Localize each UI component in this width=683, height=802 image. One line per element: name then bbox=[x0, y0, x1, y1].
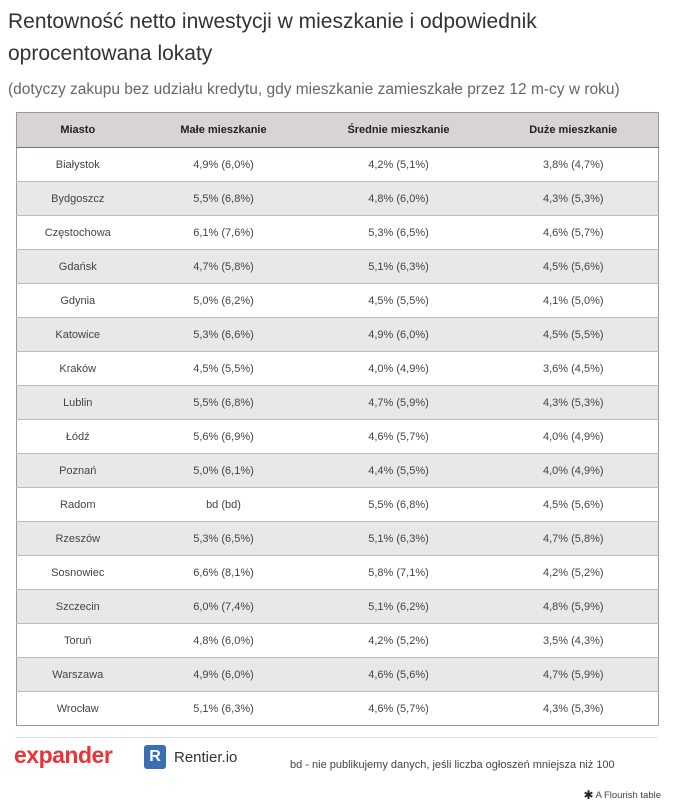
value-cell: 6,0% (7,4%) bbox=[139, 590, 309, 624]
value-cell: bd (bd) bbox=[139, 488, 309, 522]
value-cell: 6,1% (7,6%) bbox=[139, 216, 309, 250]
value-cell: 4,9% (6,0%) bbox=[139, 658, 309, 692]
table-row bbox=[17, 352, 659, 386]
table-row bbox=[17, 658, 659, 692]
footnote: bd - nie publikujemy danych, jeśli liczba ogłoszeń mniejsza niż 100 bbox=[290, 759, 615, 771]
value-cell: 4,7% (5,8%) bbox=[489, 522, 659, 556]
value-cell: 4,8% (5,9%) bbox=[489, 590, 659, 624]
table-row bbox=[17, 556, 659, 590]
city-cell: Wrocław bbox=[56, 702, 99, 715]
value-cell: 4,7% (5,9%) bbox=[309, 386, 489, 420]
city-cell: Lublin bbox=[17, 386, 139, 420]
table-row bbox=[17, 386, 659, 420]
value-cell: 5,3% (6,5%) bbox=[309, 216, 489, 250]
value-cell: 4,3% (5,3%) bbox=[542, 702, 604, 715]
table-row bbox=[17, 182, 659, 216]
value-cell: 5,8% (7,1%) bbox=[309, 556, 489, 590]
value-cell: 5,1% (6,3%) bbox=[309, 522, 489, 556]
city-cell: Łódź bbox=[17, 420, 139, 454]
table-row bbox=[17, 250, 659, 284]
value-cell: 4,7% (5,9%) bbox=[489, 658, 659, 692]
value-cell: 4,2% (5,2%) bbox=[489, 556, 659, 590]
value-cell: 5,5% (6,8%) bbox=[139, 182, 309, 216]
city-cell: Radom bbox=[17, 488, 139, 522]
value-cell: 4,7% (5,8%) bbox=[139, 250, 309, 284]
value-cell: 5,1% (6,3%) bbox=[193, 702, 254, 715]
table-row bbox=[17, 692, 659, 726]
value-cell: 5,1% (6,2%) bbox=[309, 590, 489, 624]
value-cell: 4,4% (5,5%) bbox=[309, 454, 489, 488]
value-cell: 3,6% (4,5%) bbox=[489, 352, 659, 386]
city-cell: Sosnowiec bbox=[17, 556, 139, 590]
value-cell: 5,0% (6,1%) bbox=[139, 454, 309, 488]
table-row bbox=[17, 624, 659, 658]
value-cell: 4,1% (5,0%) bbox=[489, 284, 659, 318]
value-cell: 4,2% (5,2%) bbox=[309, 624, 489, 658]
value-cell: 4,5% (5,5%) bbox=[139, 352, 309, 386]
table-row bbox=[17, 454, 659, 488]
value-cell: 3,8% (4,7%) bbox=[489, 148, 659, 182]
value-cell: 4,8% (6,0%) bbox=[309, 182, 489, 216]
rentier-logo-icon: R bbox=[144, 745, 166, 769]
value-cell: 4,6% (5,6%) bbox=[309, 658, 489, 692]
value-cell: 4,3% (5,3%) bbox=[489, 386, 659, 420]
data-table-wrapper bbox=[16, 112, 658, 726]
rentier-logo-text: Rentier.io bbox=[174, 748, 238, 766]
table-row bbox=[17, 522, 659, 556]
flourish-asterisk-icon: ✱ bbox=[583, 788, 594, 802]
table-row bbox=[17, 148, 659, 182]
column-header-male[interactable]: Małe mieszkanie bbox=[139, 113, 309, 148]
value-cell: 5,6% (6,9%) bbox=[139, 420, 309, 454]
city-cell: Częstochowa bbox=[17, 216, 139, 250]
value-cell: 4,0% (4,9%) bbox=[309, 352, 489, 386]
footer-divider bbox=[16, 737, 658, 738]
value-cell: 5,1% (6,3%) bbox=[309, 250, 489, 284]
city-cell: Białystok bbox=[17, 148, 139, 182]
value-cell: 4,6% (5,7%) bbox=[368, 702, 429, 715]
value-cell: 4,8% (6,0%) bbox=[139, 624, 309, 658]
flourish-credit[interactable] bbox=[583, 788, 661, 802]
table-row bbox=[17, 420, 659, 454]
expander-logo bbox=[14, 742, 112, 769]
value-cell: 4,9% (6,0%) bbox=[309, 318, 489, 352]
value-cell: 4,3% (5,3%) bbox=[489, 182, 659, 216]
value-cell: 5,3% (6,6%) bbox=[139, 318, 309, 352]
value-cell: 4,6% (5,7%) bbox=[309, 420, 489, 454]
city-cell: Toruń bbox=[17, 624, 139, 658]
value-cell: 5,3% (6,5%) bbox=[139, 522, 309, 556]
header-row bbox=[17, 113, 659, 148]
expander-logo-text: expander bbox=[14, 742, 113, 768]
table-row bbox=[17, 284, 659, 318]
value-cell: 5,5% (6,8%) bbox=[139, 386, 309, 420]
city-cell: Gdynia bbox=[17, 284, 139, 318]
city-cell: Poznań bbox=[17, 454, 139, 488]
value-cell: 4,0% (4,9%) bbox=[489, 420, 659, 454]
table-row bbox=[17, 216, 659, 250]
value-cell: 4,5% (5,5%) bbox=[489, 318, 659, 352]
column-header-srednie[interactable]: Średnie mieszkanie bbox=[309, 113, 489, 148]
chart-subtitle: (dotyczy zakupu bez udziału kredytu, gdy mieszkanie zamieszkałe przez 12 m-cy w roku) bbox=[8, 81, 620, 98]
city-cell: Rzeszów bbox=[17, 522, 139, 556]
city-cell: Gdańsk bbox=[17, 250, 139, 284]
flourish-credit-text: A Flourish table bbox=[595, 789, 661, 801]
table-header bbox=[17, 113, 659, 148]
city-cell: Warszawa bbox=[17, 658, 139, 692]
column-header-miasto[interactable]: Miasto bbox=[17, 113, 139, 148]
value-cell: 4,0% (4,9%) bbox=[489, 454, 659, 488]
rentier-logo bbox=[144, 744, 237, 770]
city-cell: Kraków bbox=[17, 352, 139, 386]
city-cell: Szczecin bbox=[17, 590, 139, 624]
value-cell: 4,5% (5,5%) bbox=[309, 284, 489, 318]
value-cell: 4,5% (5,6%) bbox=[489, 488, 659, 522]
column-header-duze[interactable]: Duże mieszkanie bbox=[489, 113, 659, 148]
table-row bbox=[17, 488, 659, 522]
value-cell: 3,5% (4,3%) bbox=[489, 624, 659, 658]
city-cell: Bydgoszcz bbox=[17, 182, 139, 216]
table-body bbox=[17, 148, 659, 726]
value-cell: 6,6% (8,1%) bbox=[139, 556, 309, 590]
value-cell: 4,2% (5,1%) bbox=[309, 148, 489, 182]
value-cell: 5,5% (6,8%) bbox=[309, 488, 489, 522]
city-cell: Katowice bbox=[17, 318, 139, 352]
table-row bbox=[17, 318, 659, 352]
value-cell: 5,0% (6,2%) bbox=[139, 284, 309, 318]
data-table bbox=[16, 112, 659, 726]
chart-title: Rentowność netto inwestycji w mieszkanie i odpowiednik oprocentowana lokaty bbox=[8, 10, 537, 65]
value-cell: 4,6% (5,7%) bbox=[489, 216, 659, 250]
table-row bbox=[17, 590, 659, 624]
value-cell: 4,9% (6,0%) bbox=[139, 148, 309, 182]
value-cell: 4,5% (5,6%) bbox=[489, 250, 659, 284]
